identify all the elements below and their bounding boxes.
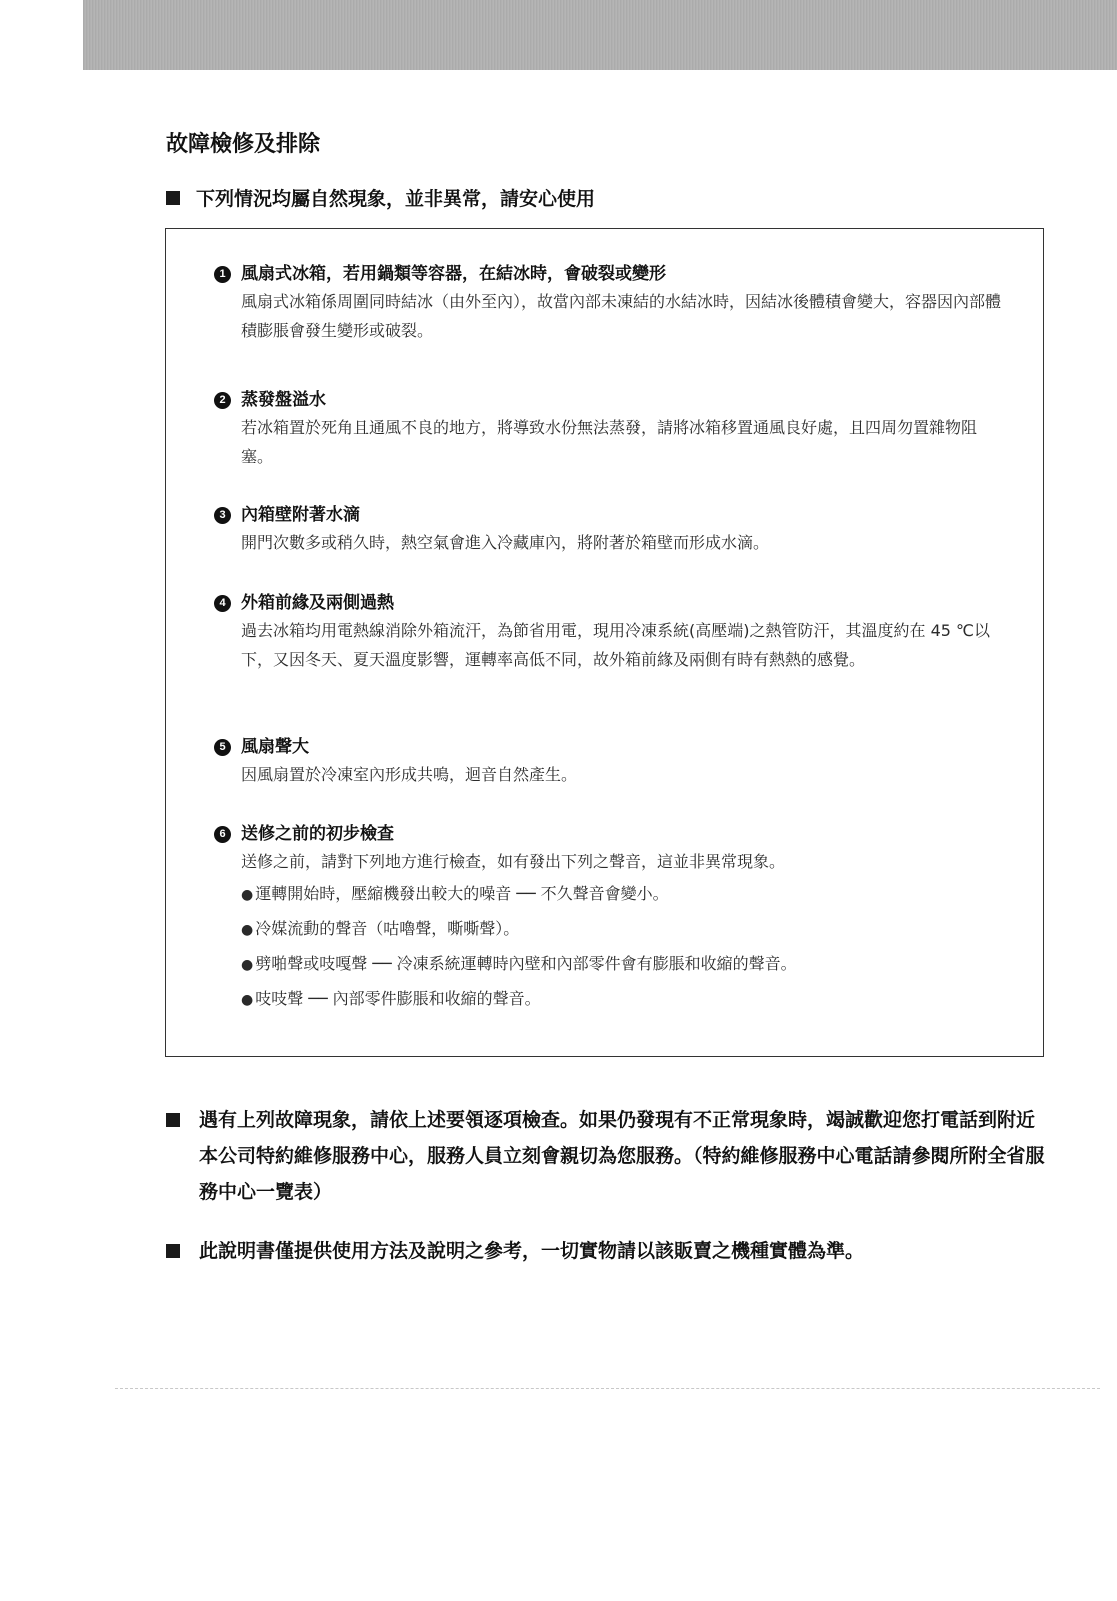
footer-note-text: 此說明書僅提供使用方法及說明之參考，一切實物請以該販賣之機種實體為準。: [199, 1240, 865, 1262]
lead-note-text: 下列情況均屬自然現象，並非異常，請安心使用: [196, 188, 596, 210]
footer-note-service: [166, 1102, 1046, 1210]
item-heading-text: 風扇式冰箱，若用鍋類等容器，在結冰時，會破裂或變形: [241, 264, 666, 284]
item-heading-text: 內箱壁附著水滴: [241, 505, 360, 525]
item-heading: [214, 387, 1004, 413]
list-item-text: 冷媒流動的聲音（咕嚕聲，嘶嘶聲）。: [255, 919, 520, 938]
notice-box: [165, 228, 1044, 1057]
item-body: 送修之前，請對下列地方進行檢查，如有發出下列之聲音，這並非異常現象。: [241, 852, 786, 871]
bullet-list: [241, 876, 1004, 1016]
item-body: 開門次數多或稍久時，熱空氣會進入冷藏庫內，將附著於箱壁而形成水滴。: [241, 533, 770, 552]
footer-note-disclaimer: [166, 1233, 1046, 1269]
list-item-text: 運轉開始時，壓縮機發出較大的噪音 ── 不久聲音會變小。: [255, 884, 669, 903]
item-heading-text: 送修之前的初步檢查: [241, 824, 394, 844]
scan-divider: [115, 1388, 1100, 1389]
item-6: [214, 821, 1004, 1016]
list-item-text: 吱吱聲 ── 內部零件膨脹和收縮的聲音。: [255, 989, 541, 1008]
item-body: 因風扇置於冷凍室內形成共鳴，迴音自然產生。: [241, 765, 578, 784]
number-badge-icon: 3: [214, 507, 231, 524]
bullet-dot-icon: ●: [241, 992, 254, 1008]
item-heading: [214, 590, 1004, 616]
number-badge-icon: 5: [214, 739, 231, 756]
square-bullet-icon: [166, 1244, 180, 1258]
item-heading: [214, 502, 1004, 528]
number-badge-icon: 1: [214, 266, 231, 283]
list-item: [241, 946, 1004, 981]
item-body: 若冰箱置於死角且通風不良的地方，將導致水份無法蒸發，請將冰箱移置通風良好處，且四周勿置雜物阻塞。: [241, 418, 978, 466]
item-heading: [214, 734, 1004, 760]
item-heading-text: 外箱前緣及兩側過熱: [241, 593, 394, 613]
item-1: [214, 261, 1004, 345]
number-badge-icon: 2: [214, 392, 231, 409]
footer-note-text: 遇有上列故障現象，請依上述要領逐項檢查。如果仍發現有不正常現象時，竭誠歡迎您打電話到附近本公司特約維修服務中心，服務人員立刻會親切為您服務。（特約維修服務中心電話請參閱所附全省服務中心一覽表）: [199, 1109, 1045, 1203]
list-item: [241, 876, 1004, 911]
page-number: 13: [58, 43, 76, 60]
item-heading: [214, 821, 1004, 847]
number-badge-icon: 4: [214, 595, 231, 612]
lead-note: [166, 184, 595, 211]
item-2: [214, 387, 1004, 471]
item-body: 風扇式冰箱係周圍同時結冰（由外至內），故當內部未凍結的水結冰時，因結冰後體積會變大，容器因內部體積膨脹會發生變形或破裂。: [241, 292, 1002, 340]
number-badge-icon: 6: [214, 826, 231, 843]
item-4: [214, 590, 1004, 674]
list-item: [241, 911, 1004, 946]
list-item: [241, 981, 1004, 1016]
square-bullet-icon: [166, 191, 180, 205]
item-3: [214, 502, 1004, 557]
page-title: 故障檢修及排除: [166, 132, 321, 157]
square-bullet-icon: [166, 1113, 180, 1127]
item-heading-text: 風扇聲大: [241, 737, 309, 757]
bullet-dot-icon: ●: [241, 887, 254, 903]
header-bar: [83, 0, 1117, 70]
bullet-dot-icon: ●: [241, 922, 254, 938]
item-heading-text: 蒸發盤溢水: [241, 390, 326, 410]
item-heading: [214, 261, 1004, 287]
list-item-text: 劈啪聲或吱嘎聲 ── 冷凍系統運轉時內壁和內部零件會有膨脹和收縮的聲音。: [255, 954, 797, 973]
item-5: [214, 734, 1004, 789]
bullet-dot-icon: ●: [241, 957, 254, 973]
item-body: 過去冰箱均用電熱線消除外箱流汗，為節省用電，現用冷凍系統(高壓端)之熱管防汗，其溫度約在 45 ℃以下，又因冬天、夏天溫度影響，運轉率高低不同，故外箱前緣及兩側有時有熱熱的感覺。: [241, 621, 990, 669]
